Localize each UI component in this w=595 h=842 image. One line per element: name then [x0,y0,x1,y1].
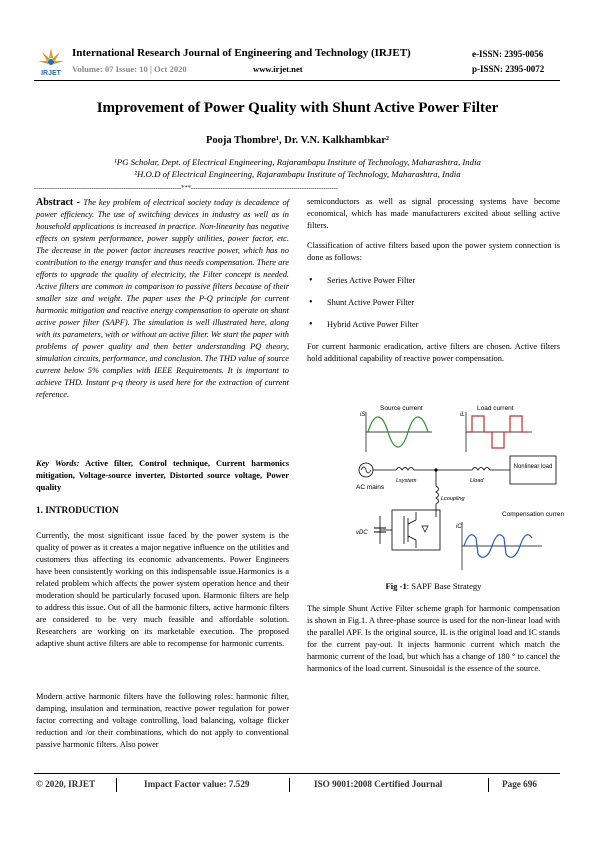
figure-caption-text: : SAPF Base Strategy [406,581,482,591]
right-paragraph-1: semiconductors as well as signal processing systems have become economical, which has made manufacturers excited about selling active filters. [307,197,560,230]
list-item: • Shunt Active Power Filter [307,297,560,319]
footer-divider [34,773,560,774]
source-current-label: Source current [380,405,423,412]
lload-inductor [472,468,490,471]
abstract-text: The key problem of electrical society today is decadence of power efficiency. The use of switching devices in industry as well as in household applications is increased in practice. Non-linearity has negative effects on system performance, power supply utilities, power factor, etc. The decrease in the power factor increases reactive power, which has no contribution to the energy transfer and thus needs compensation. There are efforts to upgrade the quality of electricity, the Filter concept is needed. Active filters are common in comparison to passive filters because of their smaller size and weight. The paper uses the P-Q principle for current harmonic mitigation and reactive energy compensation to operate on shunt active power filter (SAPF). The simulation is well illustrated here, along with its parameters, with or without an active filter. We start the paper with problems of power quality and then better understanding PQ theory, simulation circuits, performance, and conclusion. The THD value of source current below 5% complies with IEEE Requirements. It is important to achieve THD. Instant p-q theory is used here for the extraction of current reference. [36,198,290,399]
filter-types-list [307,275,560,341]
affiliation-2: ²H.O.D of Electrical Engineering, Rajarambapu Institute of Technology, Maharashtra, India [134,169,461,179]
eissn: e-ISSN: 2395-0056 [472,49,544,59]
intro-paragraph-1: Currently, the most significant issue faced by the power system is the quality of power as it creates a major negative influence on the utilities and customers thus affecting its economic advancements. Power Engineers have been consistently working on this indispensable issue.Harmonics is a related problem which affects the power system operation hence and their moderation should be particularly focused upon. Harmonic filters are help to address this issue. Out of all the harmonic filters, active harmonic filters are considered to be very much feasible and affordable solution. Researchers are working on its marketable execution. The proposed adaptive shunt active filters are able to recompense for harmonic currents. [36,531,289,648]
compensation-current-label: Compensation current [502,511,564,518]
ac-mains-label: AC mains [356,484,385,491]
logo-text: IRJET [41,70,61,77]
abstract-label: Abstract - [36,197,84,208]
nonlinear-load-box [510,456,556,484]
irjet-logo [34,44,68,78]
il-label: iL [460,412,465,418]
header-divider [34,80,560,81]
lsystem-label: Lsystem [396,478,417,484]
is-label: iS [360,412,366,418]
right-paragraph-2: Classification of active filters based upon the power system connection is done as follows: [307,241,560,262]
keywords [36,458,289,494]
footer-copyright: © 2020, IRJET [36,779,96,789]
lsystem-inductor [396,468,414,471]
nonlinear-load-label: Nonlinear load [513,464,553,470]
footer-separator [289,778,290,792]
volume-issue: Volume: 07 Issue: 10 | Oct 2020 [72,64,187,74]
keywords-label: Key Words: [36,459,80,468]
footer-page-number: Page 696 [502,779,537,789]
journal-website-link[interactable]: www.irjet.net [253,64,303,74]
footer-separator [488,778,489,792]
footer-iso: ISO 9001:2008 Certified Journal [314,779,443,789]
intro-paragraph-2: Modern active harmonic filters have the following roles: harmonic filter, damping, insulation and termination, reactive power regulation for power factor correcting and voltage controlling, load balancing, voltage flicker reduction and /or their combinations, which do not apply to conventional passive harmonic filters. Also power [36,692,289,749]
figure-caption-label: Fig -1 [385,581,407,591]
pissn: p-ISSN: 2395-0072 [472,64,545,74]
right-paragraph-4: The simple Shunt Active Filter scheme graph for harmonic compensation is shown in Fig.1. A three-phase source is used for the non-linear load with the parallel APF. Is the original source, IL is the original load and IC stands for the current pay-out. It injects harmonic current which match the harmonic current of the load, but which has a change of 180 ° to cancel the harmonics of the load current. Sinusoidal is the essence of the source. [307,604,560,673]
abstract [36,197,289,401]
lcoupling-label: Lcoupling [441,496,465,502]
ic-label: iC [456,524,462,530]
footer-impact-factor: Impact Factor value: 7.529 [144,779,250,789]
figure-caption [307,581,560,591]
affiliation-1: ¹PG Scholar, Dept. of Electrical Engineering, Rajarambapu Institute of Technology, Maharashtra, India [114,157,481,167]
list-item: • Series Active Power Filter [307,275,560,297]
right-paragraph-3: For current harmonic eradication, active filters are chosen. Active filters hold additional capability of reactive power compensation. [307,342,560,363]
lcoupling-inductor [436,486,439,504]
keywords-text: Active filter, Control technique, Current harmonics mitigation, Voltage-source inverter, Distorted source voltage, Power quality [36,459,289,492]
paper-title: Improvement of Power Quality with Shunt Active Power Filter [96,100,499,116]
footer-separator [116,778,117,792]
journal-title: International Research Journal of Engineering and Technology (IRJET) [72,47,411,59]
lload-label: Lload [470,478,484,484]
authors: Pooja Thombre¹, Dr. V.N. Kalkhambkar² [205,135,390,146]
sapf-diagram [352,392,564,577]
title-separator: ---------------------------------------------------------------------***--------------------------------------------------------------------- [34,184,338,192]
vdc-label: vDC [356,530,368,536]
section-heading-introduction: 1. INTRODUCTION [36,505,119,515]
load-current-label: Load current [477,405,514,412]
list-item: • Hybrid Active Power Filter [307,319,560,341]
